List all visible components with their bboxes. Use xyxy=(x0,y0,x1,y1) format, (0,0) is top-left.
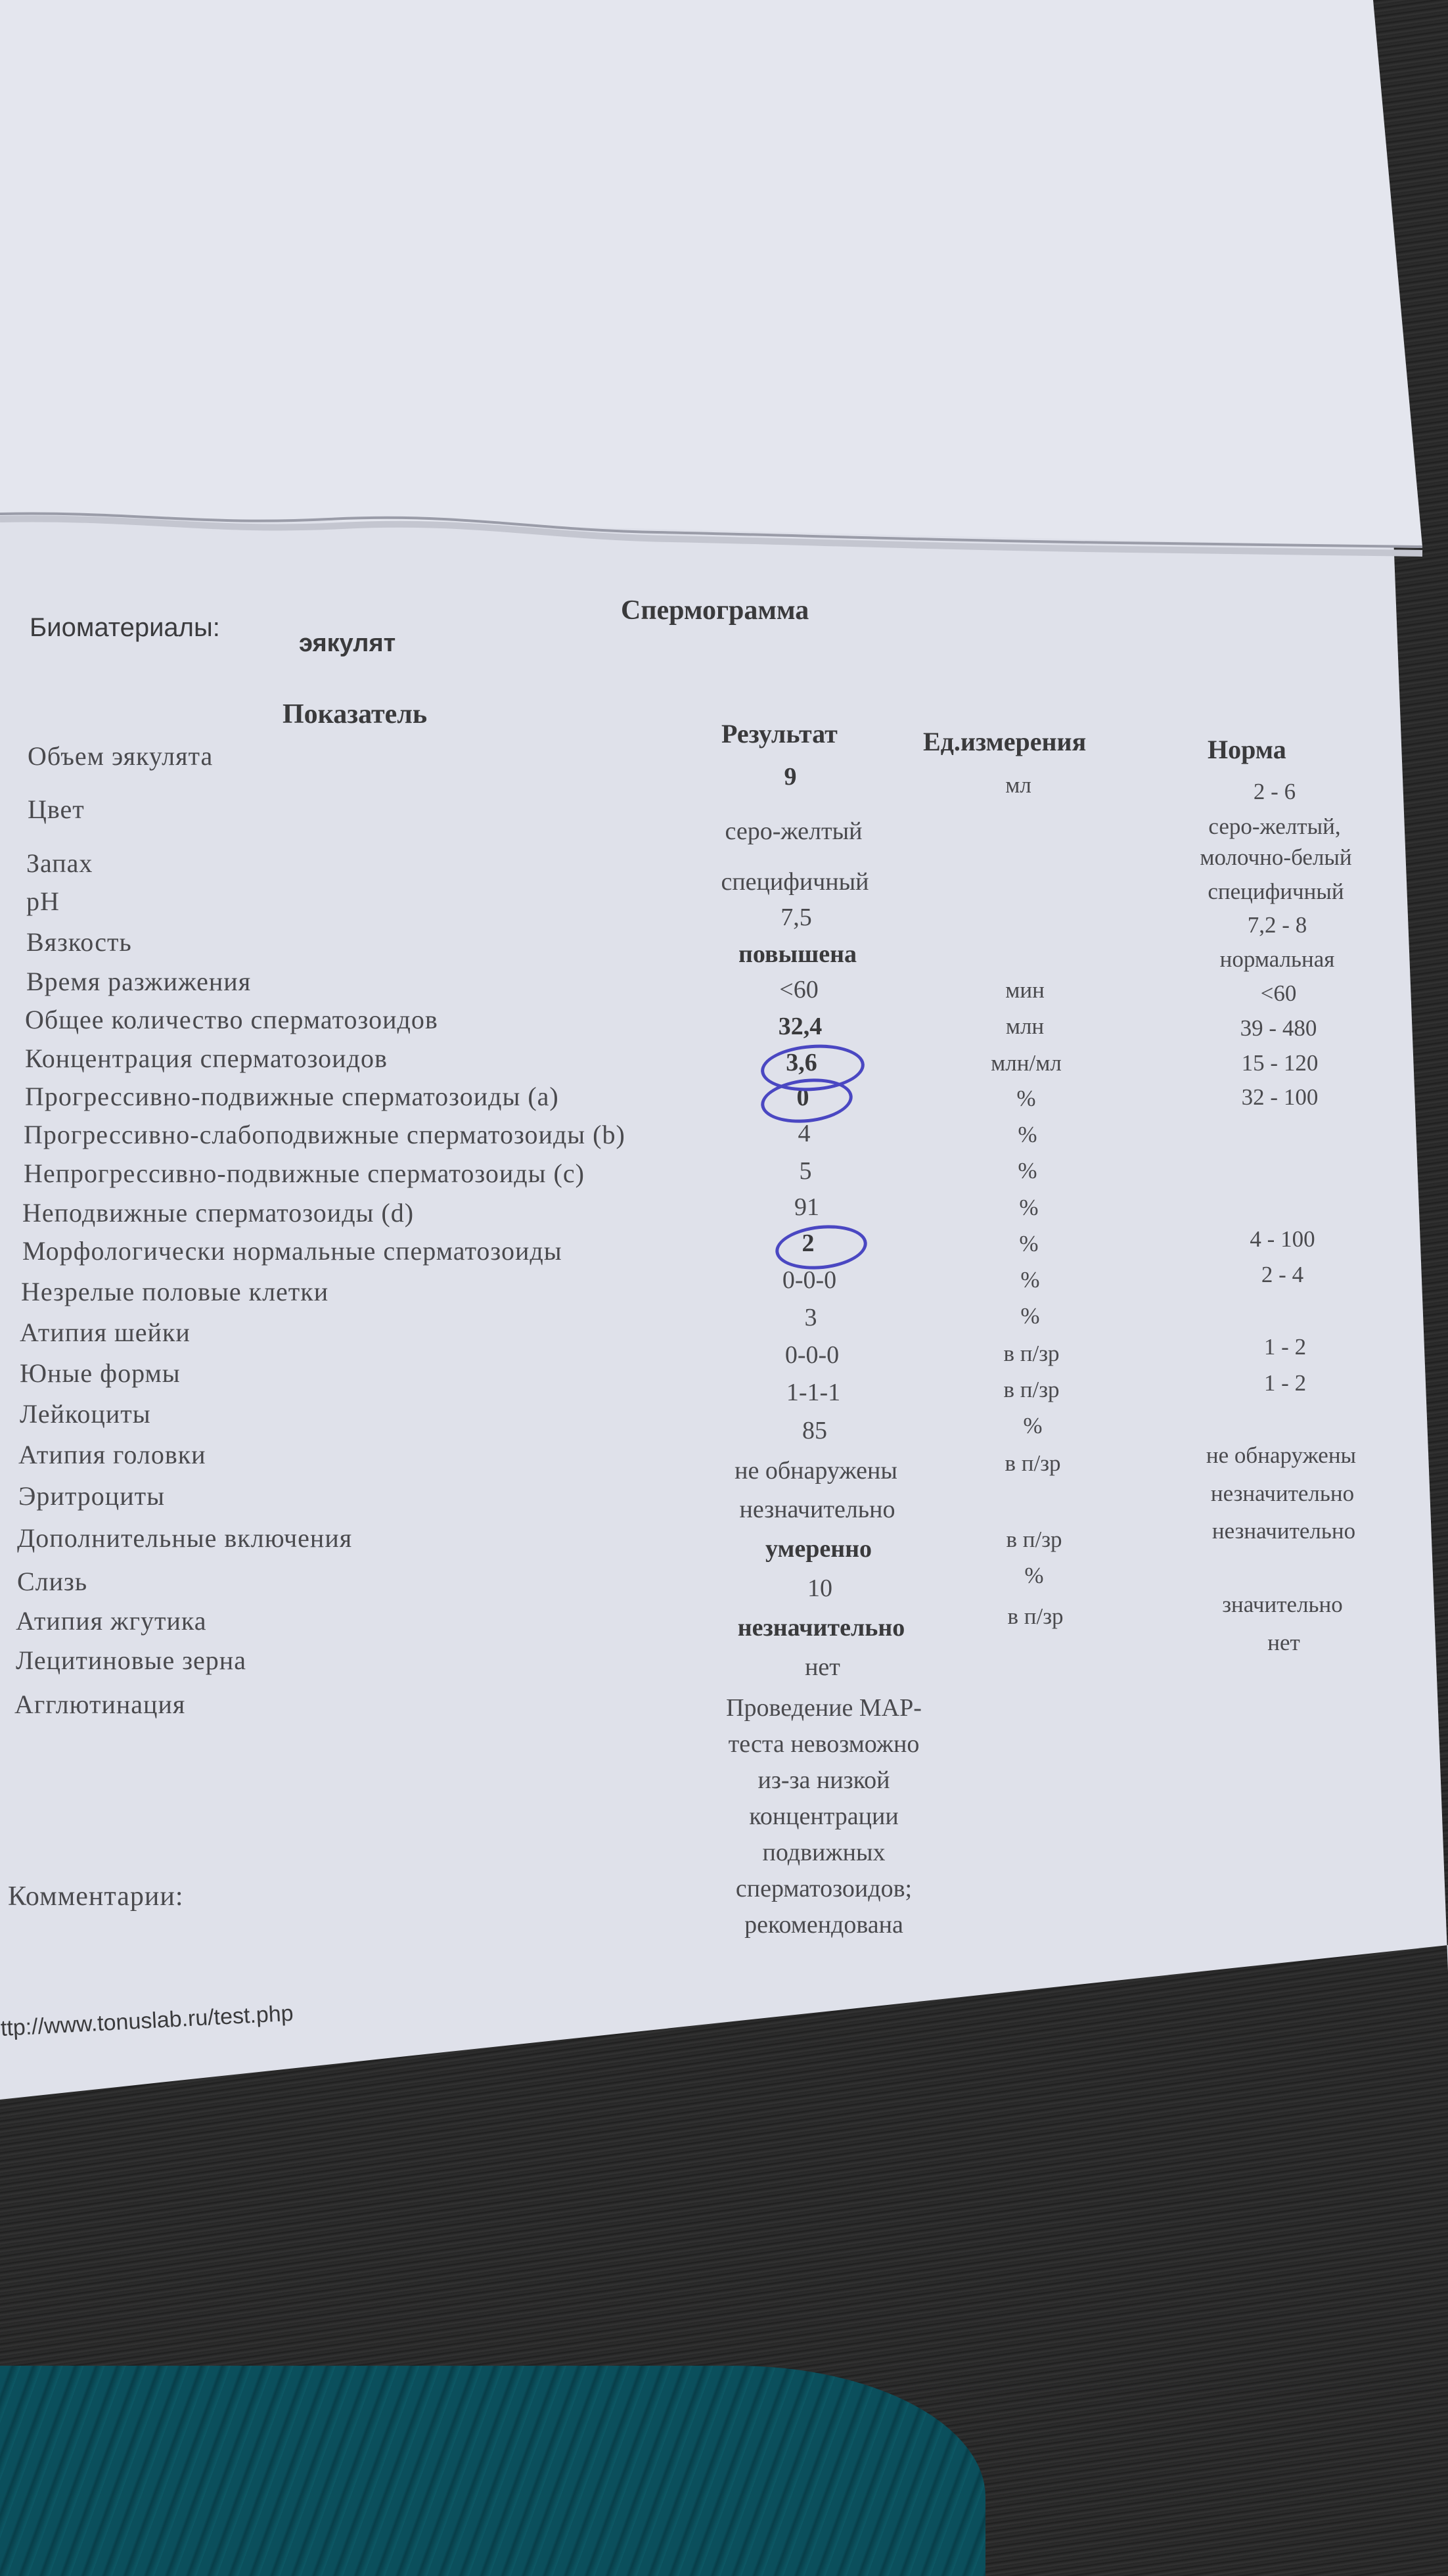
row-result: 4 xyxy=(798,1120,811,1147)
row-norm: 1 - 2 xyxy=(1263,1370,1307,1396)
row-name: Юные формы xyxy=(20,1358,181,1388)
row-result: <60 xyxy=(779,976,819,1003)
note-line: теста невозможно xyxy=(728,1730,920,1758)
row-name: Запах xyxy=(26,848,93,878)
row-unit: % xyxy=(1019,1195,1039,1220)
row-name: Прогрессивно-подвижные сперматозоиды (a) xyxy=(25,1082,559,1111)
row-unit: мин xyxy=(1005,977,1045,1003)
row-name: Цвет xyxy=(28,794,85,824)
row-name: Атипия шейки xyxy=(20,1318,191,1347)
row-norm: 1 - 2 xyxy=(1263,1334,1307,1360)
note-line: сперматозоидов; xyxy=(735,1875,913,1902)
row-result: специфичный xyxy=(721,868,869,896)
row-name: Объем эякулята xyxy=(28,741,214,771)
row-norm: не обнаружены xyxy=(1206,1442,1357,1468)
row-name: Лейкоциты xyxy=(20,1399,151,1429)
row-unit: % xyxy=(1016,1086,1036,1111)
row-unit: в п/зр xyxy=(1007,1603,1064,1629)
row-name: Неподвижные сперматозоиды (d) xyxy=(22,1198,415,1228)
row-unit: % xyxy=(1023,1413,1043,1438)
row-unit: % xyxy=(1024,1563,1044,1588)
row-unit: % xyxy=(1018,1158,1037,1184)
row-result: незначительно xyxy=(737,1614,905,1642)
row-norm: 39 - 480 xyxy=(1240,1015,1317,1041)
row-result: 7,5 xyxy=(781,904,812,931)
row-name: Дополнительные включения xyxy=(17,1523,353,1553)
note-line: рекомендована xyxy=(744,1911,903,1939)
row-norm: 7,2 - 8 xyxy=(1247,912,1307,938)
row-norm: нет xyxy=(1267,1630,1300,1655)
row-norm: специфичный xyxy=(1208,879,1344,904)
row-norm: 2 - 6 xyxy=(1253,779,1296,804)
row-norm: 2 - 4 xyxy=(1261,1262,1304,1287)
row-result: умеренно xyxy=(765,1535,872,1563)
row-name: Эритроциты xyxy=(18,1481,165,1511)
biomaterial-value: эякулят xyxy=(299,630,396,657)
row-unit: % xyxy=(1019,1231,1039,1256)
row-result: 3 xyxy=(804,1304,817,1331)
row-result: 1-1-1 xyxy=(786,1379,841,1406)
row-norm: значительно xyxy=(1222,1592,1343,1617)
row-unit: % xyxy=(1018,1122,1037,1147)
row-name: Атипия головки xyxy=(18,1440,206,1469)
row-result: не обнаружены xyxy=(735,1457,897,1484)
row-unit: в п/зр xyxy=(1006,1527,1062,1552)
row-name: pH xyxy=(26,886,60,916)
header-result: Результат xyxy=(721,719,838,748)
document-title: Спермограмма xyxy=(621,595,809,626)
row-result: 9 xyxy=(784,763,797,791)
header-norm: Норма xyxy=(1208,735,1286,764)
row-result: 0 xyxy=(796,1084,809,1111)
row-norm: незначительно xyxy=(1210,1481,1355,1506)
row-result: нет xyxy=(805,1653,840,1681)
row-result: незначительно xyxy=(739,1496,895,1523)
row-unit: млн/мл xyxy=(991,1050,1062,1076)
header-indicator: Показатель xyxy=(283,699,428,729)
row-result: 91 xyxy=(794,1193,819,1221)
row-result: 32,4 xyxy=(778,1013,823,1040)
row-result: повышена xyxy=(738,940,857,968)
row-result: 0-0-0 xyxy=(782,1266,837,1294)
row-norm: незначительно xyxy=(1211,1518,1356,1544)
biomaterial-label: Биоматериалы: xyxy=(30,613,220,642)
header-unit: Ед.измерения xyxy=(923,727,1087,756)
row-name: Непрогрессивно-подвижные сперматозоиды (c) xyxy=(24,1159,585,1188)
row-norm: нормальная xyxy=(1219,946,1335,972)
row-name: Слизь xyxy=(17,1567,88,1596)
fabric-sleeve xyxy=(0,2366,985,2576)
note-line: подвижных xyxy=(762,1839,886,1866)
row-unit: в п/зр xyxy=(1003,1341,1060,1366)
row-name: Прогрессивно-слабоподвижные сперматозоиды (b) xyxy=(24,1120,625,1149)
agglutination-note xyxy=(692,1690,955,1943)
row-unit: мл xyxy=(1005,772,1031,798)
row-name: Атипия жгутика xyxy=(16,1606,207,1636)
row-name: Общее количество сперматозоидов xyxy=(25,1005,438,1034)
row-result: 2 xyxy=(802,1230,815,1257)
footer-url: ttp://www.tonuslab.ru/test.php xyxy=(0,2000,294,2041)
row-name: Агглютинация xyxy=(14,1690,186,1719)
note-line: концентрации xyxy=(749,1803,899,1830)
row-result: 10 xyxy=(807,1575,832,1602)
note-line: из-за низкой xyxy=(758,1766,890,1794)
row-norm: 15 - 120 xyxy=(1241,1050,1319,1076)
row-norm: серо-желтый, xyxy=(1208,814,1341,839)
row-result: 3,6 xyxy=(786,1049,817,1076)
row-result: 5 xyxy=(799,1157,812,1185)
row-unit: в п/зр xyxy=(1005,1450,1061,1476)
row-unit: млн xyxy=(1005,1013,1045,1039)
row-name: Время разжижения xyxy=(26,967,252,996)
row-name: Морфологически нормальные сперматозоиды xyxy=(22,1236,562,1266)
row-result: 0-0-0 xyxy=(784,1341,840,1369)
row-unit: в п/зр xyxy=(1003,1377,1060,1402)
row-unit: % xyxy=(1020,1303,1040,1329)
row-norm: <60 xyxy=(1260,980,1297,1006)
row-unit: % xyxy=(1020,1267,1040,1293)
row-result: серо-желтый xyxy=(725,817,863,845)
row-norm: молочно-белый xyxy=(1200,844,1352,870)
row-name: Лецитиновые зерна xyxy=(16,1645,246,1675)
row-result: 85 xyxy=(802,1417,827,1444)
row-name: Вязкость xyxy=(26,927,132,957)
row-norm: 32 - 100 xyxy=(1241,1084,1319,1110)
note-line: Проведение МАР- xyxy=(726,1694,922,1722)
row-norm: 4 - 100 xyxy=(1250,1226,1315,1252)
row-name: Незрелые половые клетки xyxy=(21,1277,329,1306)
comments-label: Комментарии: xyxy=(8,1881,184,1912)
row-name: Концентрация сперматозоидов xyxy=(25,1044,388,1073)
